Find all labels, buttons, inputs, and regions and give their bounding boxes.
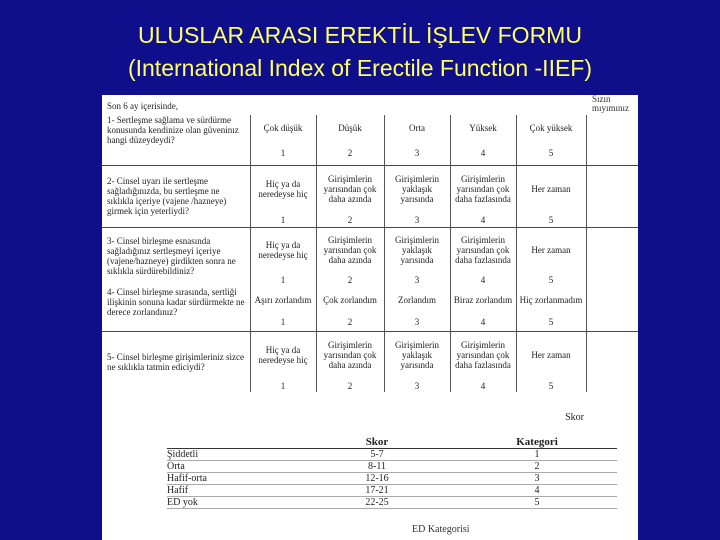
table-row bbox=[167, 449, 617, 461]
q5-score: 1 bbox=[250, 379, 316, 392]
q1-option: Çok düşük bbox=[250, 115, 316, 141]
q4-option: Çok zorlandım bbox=[316, 287, 384, 313]
q3-score: 5 bbox=[516, 273, 586, 287]
q5-score: 2 bbox=[316, 379, 384, 392]
q3-score: 1 bbox=[250, 273, 316, 287]
col-header-kategori: Kategori bbox=[457, 436, 617, 449]
q2-option: Her zaman bbox=[516, 165, 586, 213]
q1-score: 1 bbox=[250, 141, 316, 165]
ed-category-caption: ED Kategorisi bbox=[412, 524, 470, 535]
q2-option: Hiç ya da neredeyse hiç bbox=[250, 165, 316, 213]
question-4: 4- Cinsel birleşme sırasında, sertliği ilişkinin sonuna kadar sürdürmekte ne derece zorlandınız? bbox=[107, 287, 245, 317]
category-cell: 3 bbox=[457, 473, 617, 485]
score-range-cell: 22-25 bbox=[297, 497, 457, 509]
q1-score: 5 bbox=[516, 141, 586, 165]
question-1: 1- Sertleşme sağlama ve sürdürme konusunda kendinize olan güveninız hangi düzeydeydi? bbox=[107, 115, 239, 145]
score-range-cell: 5-7 bbox=[297, 449, 457, 461]
score-range-cell: 12-16 bbox=[297, 473, 457, 485]
q1-option: Yüksek bbox=[450, 115, 516, 141]
q4-score: 2 bbox=[316, 313, 384, 331]
q5-option: Girişimlerin yaklaşık yarısında bbox=[384, 331, 450, 379]
table-row bbox=[167, 473, 617, 485]
q4-option: Hiç zorlanmadım bbox=[516, 287, 586, 313]
q1-score: 2 bbox=[316, 141, 384, 165]
q4-score: 5 bbox=[516, 313, 586, 331]
q5-option: Hiç ya da neredeyse hiç bbox=[250, 331, 316, 379]
q2-score: 1 bbox=[250, 213, 316, 227]
q1-option: Çok yüksek bbox=[516, 115, 586, 141]
score-range-cell: 17-21 bbox=[297, 485, 457, 497]
category-cell: 4 bbox=[457, 485, 617, 497]
severity-cell: Şiddetli bbox=[167, 449, 297, 461]
category-cell: 5 bbox=[457, 497, 617, 509]
question-5: 5- Cinsel birleşme girişimleriniz sizce ne sıklıkla tatmin ediciydi? bbox=[102, 331, 250, 392]
q5-option: Girişimlerin yarısından çok daha azında bbox=[316, 331, 384, 379]
severity-cell: Hafif bbox=[167, 485, 297, 497]
q3-option: Girişimlerin yarısından çok daha fazlasında bbox=[450, 227, 516, 273]
q5-option: Girişimlerin yarısından çok daha fazlasında bbox=[450, 331, 516, 379]
q3-score: 4 bbox=[450, 273, 516, 287]
period-label: Son 6 ay içerisinde, bbox=[107, 101, 178, 111]
question-3: 3- Cinsel birleşme esnasında sağladığınız sertleşmeyi içeriye (vajene/hazneye) girdikten sonra ne sıklıkla sürdürebildiniz? bbox=[102, 227, 250, 287]
q4-score: 1 bbox=[250, 313, 316, 331]
col-header-skor: Skor bbox=[297, 436, 457, 449]
q4-option: Aşırı zorlandım bbox=[250, 287, 316, 313]
slide-title-line2: (International Index of Erectile Function -IIEF) bbox=[127, 55, 593, 81]
q3-option: Girişimlerin yarısından çok daha azında bbox=[316, 227, 384, 273]
table-row bbox=[167, 461, 617, 473]
col-header-blank bbox=[167, 436, 297, 449]
q2-score: 5 bbox=[516, 213, 586, 227]
q4-option: Biraz zorlandım bbox=[450, 287, 516, 313]
category-cell: 1 bbox=[457, 449, 617, 461]
q5-score: 3 bbox=[384, 379, 450, 392]
table-row bbox=[167, 485, 617, 497]
q2-option: Girişimlerin yarısından çok daha azında bbox=[316, 165, 384, 213]
q4-option: Zorlandım bbox=[384, 287, 450, 313]
severity-cell: Hafif-orta bbox=[167, 473, 297, 485]
q1-option: Orta bbox=[384, 115, 450, 141]
q5-option: Her zaman bbox=[516, 331, 586, 379]
q4-score: 3 bbox=[384, 313, 450, 331]
no-attempt-label: Sızın mıyımınız bbox=[592, 95, 629, 113]
q1-option: Düşük bbox=[316, 115, 384, 141]
question-2: 2- Cinsel uyarı ile sertleşme sağladığınızda, bu sertleşme ne sıklıkla içeriye (vajene /hazneye) girmek için yeterliydi? bbox=[102, 165, 250, 227]
q5-score: 4 bbox=[450, 379, 516, 392]
iief-question-table bbox=[102, 95, 638, 410]
q4-score: 4 bbox=[450, 313, 516, 331]
category-cell: 2 bbox=[457, 461, 617, 473]
q2-score: 4 bbox=[450, 213, 516, 227]
ed-category-table bbox=[102, 426, 638, 540]
q3-option: Girişimlerin yaklaşık yarısında bbox=[384, 227, 450, 273]
total-score-strip bbox=[102, 410, 638, 426]
q3-option: Her zaman bbox=[516, 227, 586, 273]
severity-cell: ED yok bbox=[167, 497, 297, 509]
q3-score: 2 bbox=[316, 273, 384, 287]
q2-option: Girişimlerin yarısından çok daha fazlasında bbox=[450, 165, 516, 213]
q2-score: 2 bbox=[316, 213, 384, 227]
q2-option: Girişimlerin yaklaşık yarısında bbox=[384, 165, 450, 213]
table-row bbox=[167, 497, 617, 509]
q2-score: 3 bbox=[384, 213, 450, 227]
severity-cell: Orta bbox=[167, 461, 297, 473]
q1-score: 4 bbox=[450, 141, 516, 165]
score-range-cell: 8-11 bbox=[297, 461, 457, 473]
q3-option: Hiç ya da neredeyse hiç bbox=[250, 227, 316, 273]
q5-score: 5 bbox=[516, 379, 586, 392]
slide-title-line1: ULUSLAR ARASI EREKTİL İŞLEV FORMU bbox=[138, 22, 582, 48]
q1-score: 3 bbox=[384, 141, 450, 165]
total-score-label: Skor bbox=[565, 412, 584, 423]
q3-score: 3 bbox=[384, 273, 450, 287]
